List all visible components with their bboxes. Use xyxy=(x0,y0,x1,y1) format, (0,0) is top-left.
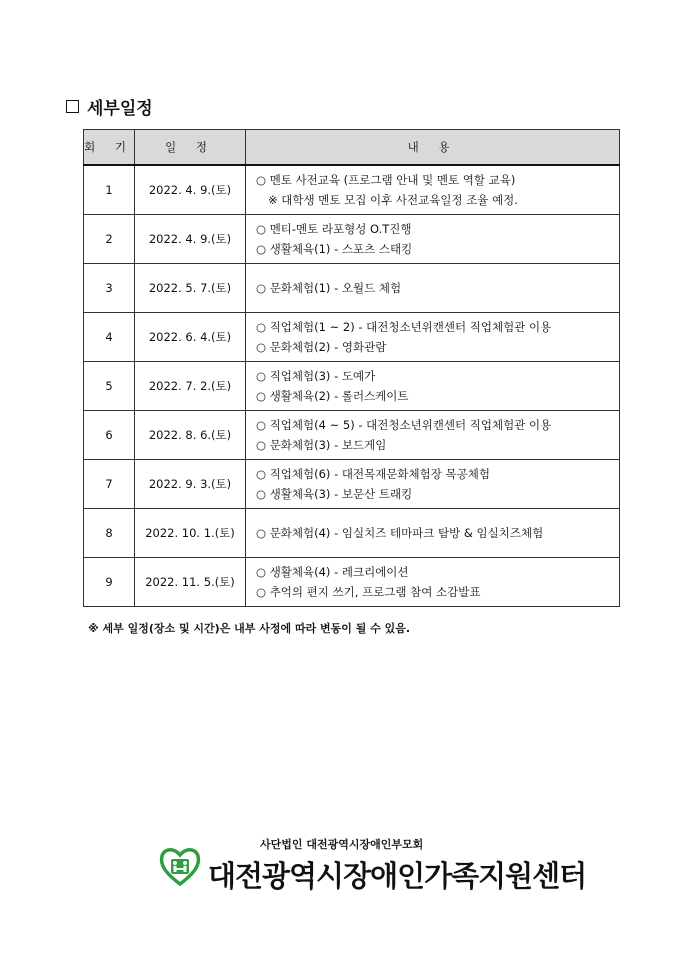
cell-date: 2022. 10. 1.(토) xyxy=(135,508,246,557)
cell-date: 2022. 11. 5.(토) xyxy=(135,557,246,606)
table-row xyxy=(84,508,620,557)
heart-family-logo-icon xyxy=(158,844,202,888)
header-round: 회 기 xyxy=(84,130,135,166)
table-row xyxy=(84,312,620,361)
table-row xyxy=(84,263,620,312)
content-line: ○ 직업체험(4 ~ 5) - 대전청소년위캔센터 직업체험관 이용 xyxy=(256,417,552,432)
content-line: ○ 생활체육(3) - 보문산 트래킹 xyxy=(256,486,413,501)
cell-round: 2 xyxy=(84,214,135,263)
cell-content xyxy=(246,508,620,557)
table-header-row xyxy=(84,130,620,166)
cell-date: 2022. 4. 9.(토) xyxy=(135,214,246,263)
cell-round: 1 xyxy=(84,165,135,214)
content-line: ○ 추억의 편지 쓰기, 프로그램 참여 소감발표 xyxy=(256,584,481,599)
content-line: ※ 대학생 멘토 모집 이후 사전교육일정 조율 예정. xyxy=(268,192,518,207)
cell-date: 2022. 8. 6.(토) xyxy=(135,410,246,459)
content-line: ○ 직업체험(1 ~ 2) - 대전청소년위캔센터 직업체험관 이용 xyxy=(256,319,552,334)
cell-round: 9 xyxy=(84,557,135,606)
content-line: ○ 생활체육(4) - 레크리에이션 xyxy=(256,564,409,579)
cell-content xyxy=(246,263,620,312)
cell-content xyxy=(246,361,620,410)
cell-round: 4 xyxy=(84,312,135,361)
content-line: ○ 생활체육(1) - 스포츠 스태킹 xyxy=(256,241,413,256)
cell-round: 6 xyxy=(84,410,135,459)
header-content: 내 용 xyxy=(246,130,620,166)
table-row xyxy=(84,410,620,459)
table-body xyxy=(84,165,620,606)
cell-date: 2022. 5. 7.(토) xyxy=(135,263,246,312)
section-heading-text: 세부일정 xyxy=(87,99,153,119)
cell-round: 8 xyxy=(84,508,135,557)
cell-date: 2022. 7. 2.(토) xyxy=(135,361,246,410)
content-line: ○ 멘토 사전교육 (프로그램 안내 및 멘토 역할 교육) xyxy=(256,172,516,187)
table-row xyxy=(84,557,620,606)
section-heading xyxy=(66,94,153,119)
content-line: ○ 문화체험(1) - 오월드 체험 xyxy=(256,280,402,295)
content-line: ○ 문화체험(4) - 임실치즈 테마파크 탐방 & 임실치즈체험 xyxy=(256,525,544,540)
header-date: 일 정 xyxy=(135,130,246,166)
organization-logo xyxy=(158,836,586,895)
content-line: ○ 직업체험(3) - 도예가 xyxy=(256,368,376,383)
logo-name: 대전광역시장애인가족지원센터 xyxy=(208,859,587,893)
cell-date: 2022. 4. 9.(토) xyxy=(135,165,246,214)
cell-round: 7 xyxy=(84,459,135,508)
cell-content xyxy=(246,214,620,263)
footnote: ※ 세부 일정(장소 및 시간)은 내부 사정에 따라 변동이 될 수 있음. xyxy=(88,622,411,635)
table-row xyxy=(84,361,620,410)
content-line: ○ 멘티-멘토 라포형성 O.T진행 xyxy=(256,221,412,236)
content-line: ○ 직업체험(6) - 대전목재문화체험장 목공체험 xyxy=(256,466,490,481)
content-line: ○ 문화체험(2) - 영화관람 xyxy=(256,339,387,354)
cell-date: 2022. 9. 3.(토) xyxy=(135,459,246,508)
cell-round: 3 xyxy=(84,263,135,312)
table-row xyxy=(84,459,620,508)
cell-content xyxy=(246,459,620,508)
content-line: ○ 문화체험(3) - 보드게임 xyxy=(256,437,387,452)
logo-subtitle: 사단법인 대전광역시장애인부모회 xyxy=(260,838,424,851)
cell-content xyxy=(246,557,620,606)
schedule-table xyxy=(83,129,620,607)
checkbox-square-icon xyxy=(66,100,79,113)
cell-content xyxy=(246,410,620,459)
table-row xyxy=(84,214,620,263)
cell-date: 2022. 6. 4.(토) xyxy=(135,312,246,361)
table-row xyxy=(84,165,620,214)
content-line: ○ 생활체육(2) - 롤러스케이트 xyxy=(256,388,409,403)
cell-round: 5 xyxy=(84,361,135,410)
cell-content xyxy=(246,312,620,361)
cell-content xyxy=(246,165,620,214)
